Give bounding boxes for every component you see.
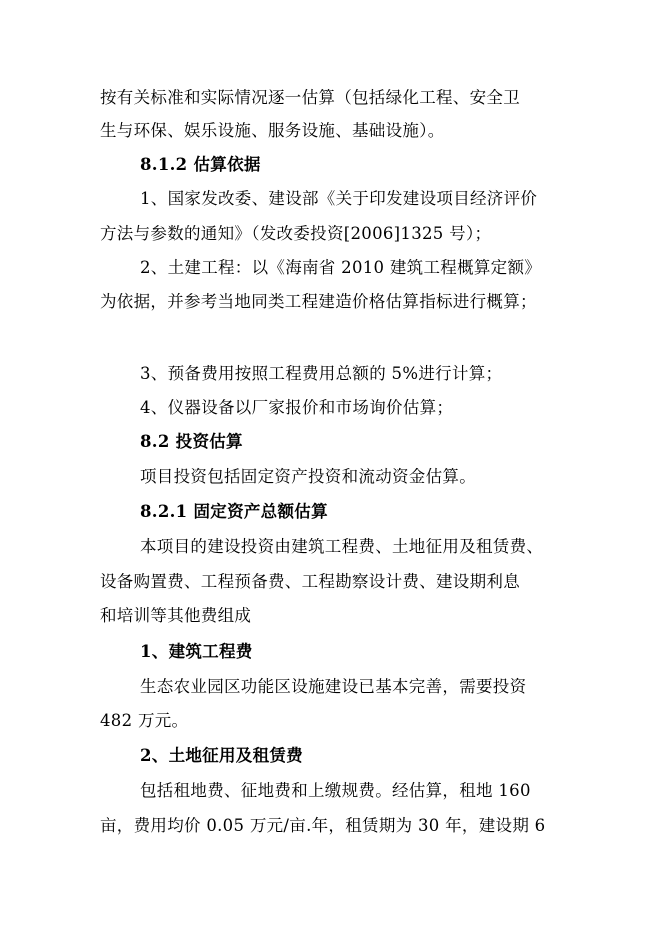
- paragraph-line: 和培训等其他费组成: [100, 606, 252, 625]
- paragraph-line: 方法与参数的通知》（发改委投资[2006]1325 号）；: [100, 224, 492, 243]
- paragraph-line: 为依据，并参考当地同类工程建造价格估算指标进行概算；: [100, 292, 537, 311]
- paragraph-line: 生态农业园区功能区设施建设已基本完善，需要投资: [140, 677, 527, 696]
- list-item-3: 3、预备费用按照工程费用总额的 5%进行计算；: [140, 364, 503, 383]
- paragraph-line: 本项目的建设投资由建筑工程费、土地征用及租赁费、: [140, 537, 544, 556]
- list-item-1: 1、国家发改委、建设部《关于印发建设项目经济评价: [140, 189, 538, 208]
- paragraph-line: 按有关标准和实际情况逐一估算（包括绿化工程、安全卫: [100, 88, 520, 107]
- section-heading-8-1-2: 8.1.2 估算依据: [140, 155, 261, 174]
- paragraph-line: 亩，费用均价 0.05 万元/亩.年，租赁期为 30 年，建设期 6: [100, 816, 546, 835]
- paragraph-line: 生与环保、娱乐设施、服务设施、基础设施）。: [100, 121, 445, 140]
- subheading-land-cost: 2、土地征用及租赁费: [140, 746, 303, 765]
- paragraph-line: 482 万元。: [100, 711, 189, 730]
- paragraph-line: 设备购置费、工程预备费、工程勘察设计费、建设期利息: [100, 572, 520, 591]
- section-heading-8-2-1: 8.2.1 固定资产总额估算: [140, 502, 328, 521]
- section-heading-8-2: 8.2 投资估算: [140, 432, 243, 451]
- list-item-2: 2、土建工程：以《海南省 2010 建筑工程概算定额》: [140, 258, 542, 277]
- subheading-construction-cost: 1、建筑工程费: [140, 642, 253, 661]
- list-item-4: 4、仪器设备以厂家报价和市场询价估算；: [140, 398, 454, 417]
- paragraph-line: 包括租地费、征地费和上缴规费。经估算，租地 160: [140, 781, 531, 800]
- paragraph-line: 项目投资包括固定资产投资和流动资金估算。: [140, 467, 476, 486]
